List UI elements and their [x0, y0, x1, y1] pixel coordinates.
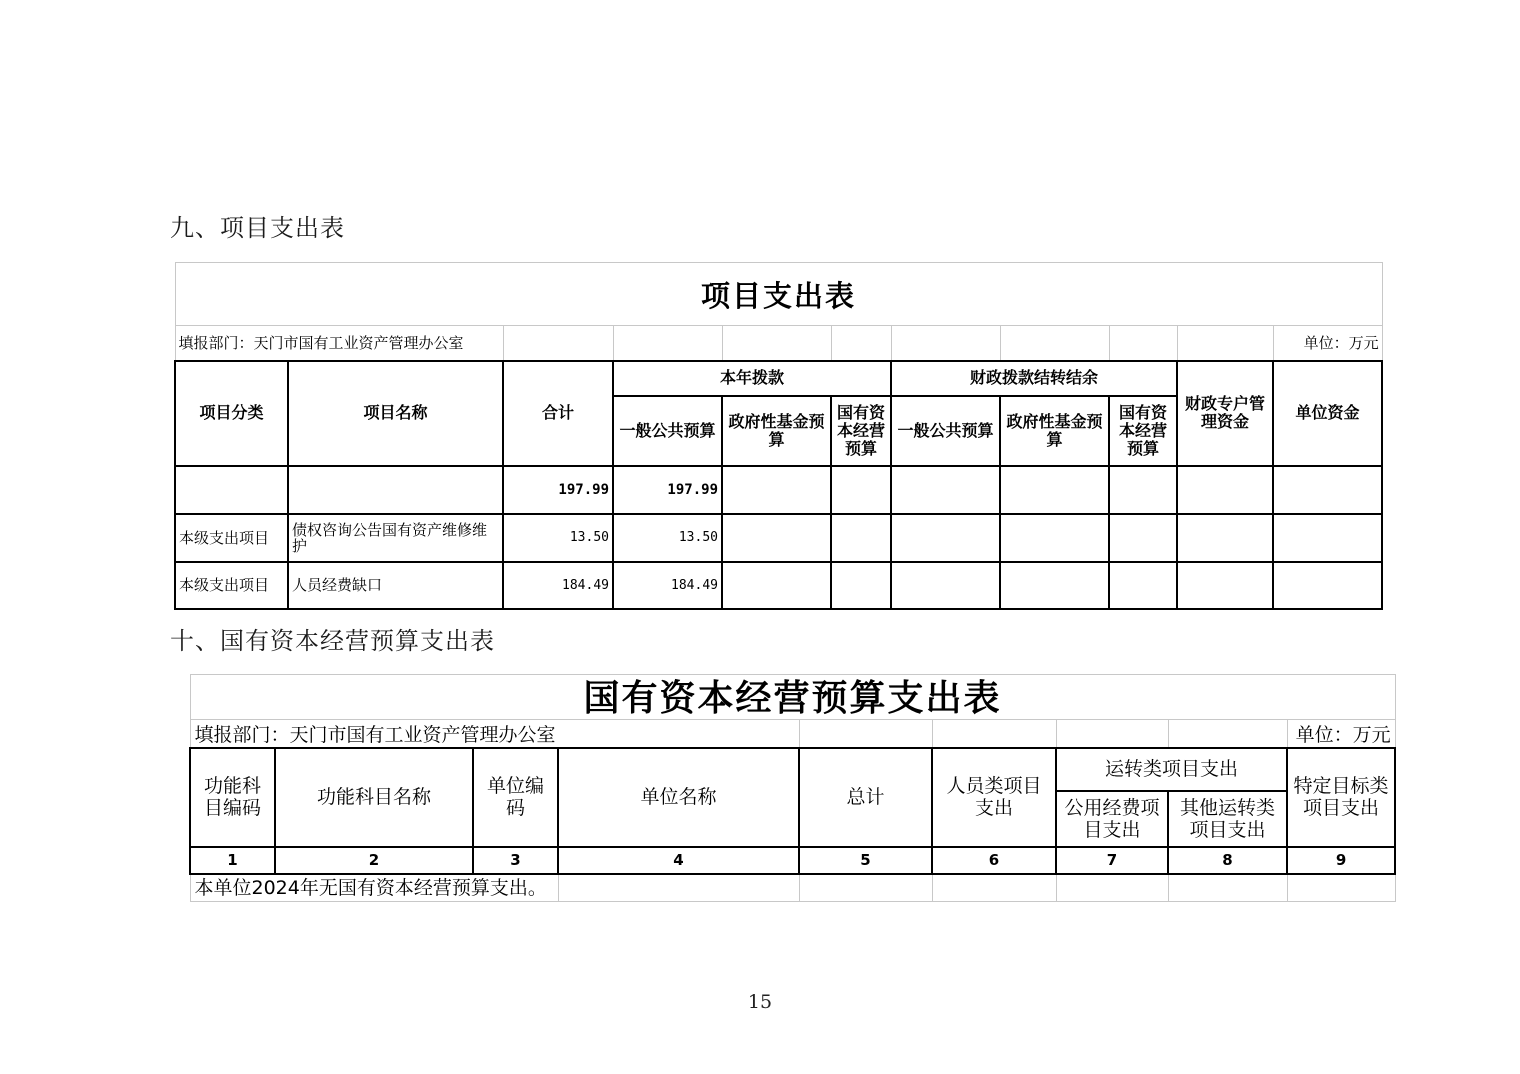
- header-other-operation-expenditure: 其他运转类项目支出: [1168, 791, 1287, 847]
- column-number-row: [190, 847, 1395, 874]
- note-row: [190, 874, 1395, 902]
- row-general-public-value: 197.99: [613, 466, 722, 514]
- empty-cell: [722, 326, 831, 361]
- table-row: [175, 514, 1382, 562]
- unit-label: 单位：万元: [1287, 720, 1395, 748]
- empty-cell: [1177, 514, 1273, 562]
- empty-cell: [799, 874, 932, 902]
- empty-cell: [831, 326, 891, 361]
- header-unit-funds: 单位资金: [1273, 361, 1382, 466]
- page-number: 15: [747, 991, 773, 1013]
- table-title: 项目支出表: [175, 263, 1382, 326]
- empty-cell: [1287, 874, 1395, 902]
- unit-label: 单位：万元: [1273, 326, 1382, 361]
- table-info-row: [175, 326, 1382, 361]
- empty-cell: [175, 466, 288, 514]
- header-function-name: 功能科目名称: [275, 748, 473, 847]
- project-expenditure-table: [174, 262, 1383, 610]
- header-special-account-funds: 财政专户管理资金: [1177, 361, 1273, 466]
- header-row-1: [190, 748, 1395, 791]
- header-carry-state-capital-budget: 国有资本经营预算: [1109, 396, 1177, 466]
- empty-cell: [1000, 562, 1109, 609]
- empty-cell: [831, 562, 891, 609]
- empty-cell: [1168, 874, 1287, 902]
- empty-cell: [503, 326, 613, 361]
- header-public-expense-expenditure: 公用经费项目支出: [1056, 791, 1168, 847]
- state-capital-budget-expenditure-table: [189, 674, 1396, 902]
- row-total-value: 197.99: [503, 466, 613, 514]
- header-government-fund-budget: 政府性基金预算: [722, 396, 831, 466]
- table-info-row: [190, 720, 1395, 748]
- column-number: 1: [190, 847, 275, 874]
- header-carry-general-public-budget: 一般公共预算: [891, 396, 1000, 466]
- header-unit-name: 单位名称: [558, 748, 799, 847]
- header-specific-target-expenditure: 特定目标类项目支出: [1287, 748, 1395, 847]
- empty-cell: [1177, 466, 1273, 514]
- empty-cell: [1273, 466, 1382, 514]
- column-number: 6: [932, 847, 1056, 874]
- row-project-name: 债权咨询公告国有资产维修维护: [288, 514, 503, 562]
- header-row-1: [175, 361, 1382, 396]
- column-number: 3: [473, 847, 558, 874]
- header-function-code: 功能科目编码: [190, 748, 275, 847]
- empty-cell: [891, 326, 1000, 361]
- column-number: 2: [275, 847, 473, 874]
- empty-cell: [831, 466, 891, 514]
- empty-cell: [799, 720, 932, 748]
- table-row: [175, 466, 1382, 514]
- empty-cell: [1177, 326, 1273, 361]
- header-carryover-balance: 财政拨款结转结余: [891, 361, 1177, 396]
- empty-cell: [932, 720, 1056, 748]
- row-total-value: 184.49: [503, 562, 613, 609]
- empty-cell: [891, 466, 1000, 514]
- empty-cell: [1000, 326, 1109, 361]
- empty-cell: [1109, 326, 1177, 361]
- row-general-public-value: 184.49: [613, 562, 722, 609]
- column-number: 9: [1287, 847, 1395, 874]
- header-general-public-budget: 一般公共预算: [613, 396, 722, 466]
- column-number: 7: [1056, 847, 1168, 874]
- header-project-name: 项目名称: [288, 361, 503, 466]
- header-operation-expenditure: 运转类项目支出: [1056, 748, 1287, 791]
- header-personnel-expenditure: 人员类项目支出: [932, 748, 1056, 847]
- column-number: 5: [799, 847, 932, 874]
- header-carry-government-fund-budget: 政府性基金预算: [1000, 396, 1109, 466]
- empty-cell: [891, 514, 1000, 562]
- row-project-name: 人员经费缺口: [288, 562, 503, 609]
- empty-cell: [1000, 466, 1109, 514]
- reporting-department: 填报部门：天门市国有工业资产管理办公室: [175, 326, 503, 361]
- empty-cell: [1168, 720, 1287, 748]
- section-heading-project-expenditure: 九、项目支出表: [170, 214, 345, 242]
- empty-cell: [831, 514, 891, 562]
- header-total: 合计: [503, 361, 613, 466]
- empty-cell: [891, 562, 1000, 609]
- table-row: [175, 562, 1382, 609]
- empty-cell: [1109, 562, 1177, 609]
- empty-cell: [558, 874, 799, 902]
- row-category: 本级支出项目: [175, 562, 288, 609]
- header-state-capital-budget: 国有资本经营预算: [831, 396, 891, 466]
- empty-cell: [1056, 720, 1168, 748]
- header-current-year-appropriation: 本年拨款: [613, 361, 891, 396]
- empty-cell: [932, 874, 1056, 902]
- empty-cell: [1109, 514, 1177, 562]
- empty-cell: [1109, 466, 1177, 514]
- empty-cell: [1000, 514, 1109, 562]
- table-title: 国有资本经营预算支出表: [190, 675, 1395, 720]
- empty-cell: [722, 466, 831, 514]
- empty-cell: [288, 466, 503, 514]
- section-heading-state-capital-budget: 十、国有资本经营预算支出表: [170, 627, 495, 655]
- reporting-department: 填报部门：天门市国有工业资产管理办公室: [190, 720, 799, 748]
- no-expenditure-note: 本单位2024年无国有资本经营预算支出。: [190, 874, 558, 902]
- empty-cell: [1273, 562, 1382, 609]
- empty-cell: [1273, 514, 1382, 562]
- table-title-row: [175, 263, 1382, 326]
- table-title-row: [190, 675, 1395, 720]
- empty-cell: [722, 562, 831, 609]
- row-category: 本级支出项目: [175, 514, 288, 562]
- header-total: 总计: [799, 748, 932, 847]
- empty-cell: [1177, 562, 1273, 609]
- empty-cell: [613, 326, 722, 361]
- header-project-category: 项目分类: [175, 361, 288, 466]
- row-total-value: 13.50: [503, 514, 613, 562]
- column-number: 8: [1168, 847, 1287, 874]
- header-unit-code: 单位编码: [473, 748, 558, 847]
- row-general-public-value: 13.50: [613, 514, 722, 562]
- empty-cell: [722, 514, 831, 562]
- column-number: 4: [558, 847, 799, 874]
- empty-cell: [1056, 874, 1168, 902]
